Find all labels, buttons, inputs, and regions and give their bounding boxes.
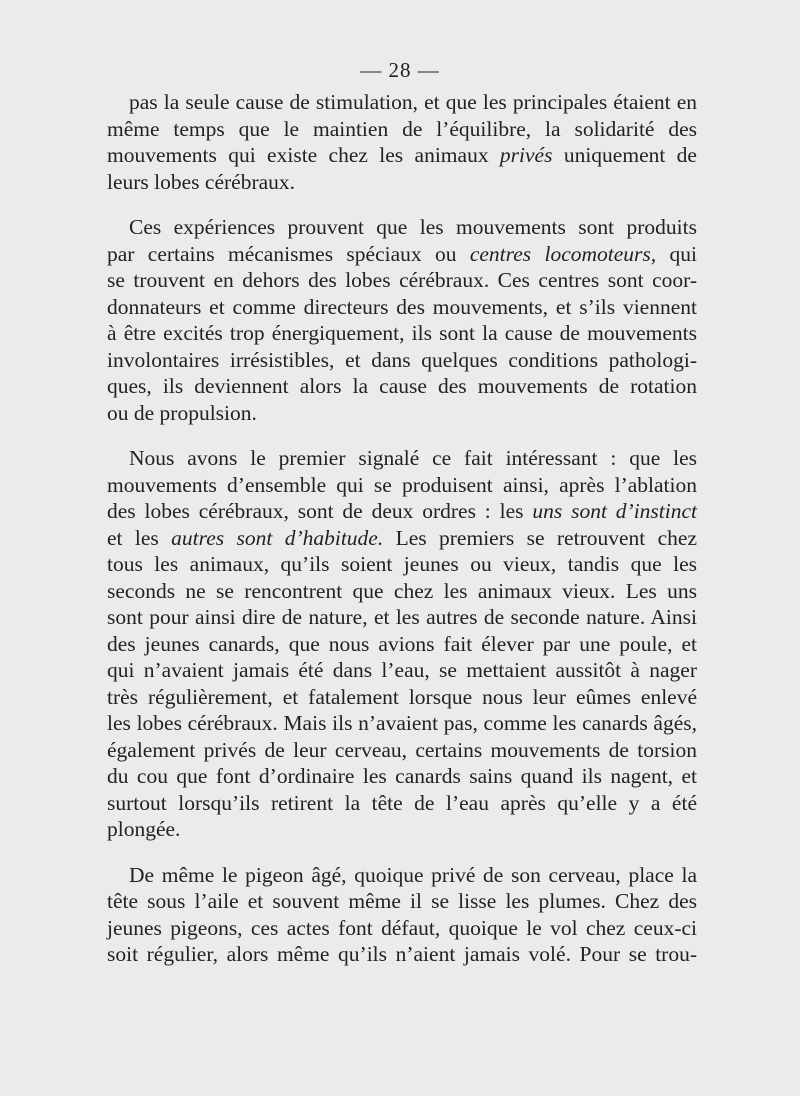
text-run: pas la seule cause de stimulation, et que les principales étaient en: [129, 90, 697, 114]
text-run: tête sous l’aile et souvent même il se lisse les plumes. Chez des: [107, 889, 697, 913]
text-run: tous les animaux, qu’ils soient jeunes ou vieux, tandis que les: [107, 552, 697, 576]
text-run: donnateurs et comme directeurs des mouvements, et s’ils viennent: [107, 294, 697, 319]
paragraph: [107, 862, 697, 968]
text-line: [107, 294, 697, 321]
text-line: [107, 551, 697, 578]
text-line: [107, 116, 697, 143]
text-line: [107, 710, 697, 737]
text-run: Les premiers se retrouvent chez: [383, 525, 698, 550]
text-run: Ces expériences prouvent que les mouvements sont produits: [129, 215, 697, 239]
text-line: [107, 241, 697, 268]
text-run: des jeunes canards, que nous avions fait élever par une poule, et: [107, 631, 697, 656]
text-run: plongée.: [107, 817, 181, 841]
text-run: par certains mécanismes spéciaux ou: [107, 241, 470, 266]
text-run: ques, ils deviennent alors la cause des mouvements de rotation: [107, 374, 697, 398]
text-run: même temps que le maintien de l’équilibre, la solidarité des: [107, 116, 697, 141]
paragraph: [107, 214, 697, 426]
text-run: et les: [107, 525, 172, 550]
text-line: [107, 684, 697, 711]
text-run: De même le pigeon âgé, quoique privé de son cerveau, place la: [129, 862, 697, 887]
text-line: [107, 373, 697, 400]
text-run: seconds ne se rencontrent que chez les animaux vieux. Les uns: [107, 578, 697, 603]
text-line: [107, 816, 697, 843]
text-run: jeunes pigeons, ces actes font défaut, quoique le vol chez ceux-ci: [107, 915, 697, 940]
text-line: [107, 142, 697, 169]
text-run: ou de propulsion.: [107, 400, 257, 425]
paragraph: [107, 89, 697, 195]
text-run: Nous avons le premier signalé ce fait intéressant : que les: [129, 446, 697, 470]
text-line: [107, 347, 697, 374]
text-line: [107, 737, 697, 764]
text-line: [107, 400, 697, 427]
text-line: [107, 525, 697, 552]
text-line: [107, 472, 697, 499]
text-run: soit régulier, alors même qu’ils n’aient jamais volé. Pour se trou-: [107, 942, 697, 966]
text-run: qui: [656, 241, 697, 266]
text-line: [107, 320, 697, 347]
body-text: [107, 89, 697, 987]
text-line: [107, 214, 697, 241]
text-line: [107, 862, 697, 889]
text-line: [107, 657, 697, 684]
text-line: [107, 888, 697, 915]
text-line: [107, 941, 697, 968]
page-number: — 28 —: [360, 58, 440, 82]
text-line: [107, 604, 697, 631]
text-run: des lobes cérébraux, sont de deux ordres : les: [107, 499, 533, 523]
text-run: mouvements d’ensemble qui se produisent ainsi, après l’ablation: [107, 472, 697, 497]
text-line: [107, 763, 697, 790]
text-run: très régulièrement, et fatalement lorsque nous leur eûmes enlevé: [107, 684, 697, 709]
paragraph: [107, 445, 697, 843]
text-line: [107, 267, 697, 294]
text-line: [107, 169, 697, 196]
text-run: les lobes cérébraux. Mais ils n’avaient pas, comme les canards âgés,: [107, 711, 697, 735]
text-run: sont pour ainsi dire de nature, et les autres de seconde nature. Ainsi: [107, 605, 697, 629]
text-run: leurs lobes cérébraux.: [107, 169, 296, 194]
text-line: [107, 631, 697, 658]
text-line: [107, 578, 697, 605]
italic-text: privés: [499, 143, 553, 167]
text-line: [107, 915, 697, 942]
text-run: involontaires irrésistibles, et dans quelques conditions pathologi-: [107, 347, 697, 372]
text-run: surtout lorsqu’ils retirent la tête de l’eau après qu’elle y a été: [107, 790, 697, 815]
text-line: [107, 89, 697, 116]
text-run: qui n’avaient jamais été dans l’eau, se mettaient aussitôt à nager: [107, 658, 697, 682]
text-run: à être excités trop énergiquement, ils sont la cause de mouvements: [107, 321, 697, 345]
italic-text: uns sont d’instinct: [532, 499, 698, 523]
italic-text: centres locomoteurs,: [469, 241, 657, 266]
text-run: se trouvent en dehors des lobes cérébraux. Ces centres sont coor-: [107, 268, 697, 292]
text-run: mouvements qui existe chez les animaux: [107, 143, 500, 167]
text-line: [107, 790, 697, 817]
text-run: uniquement de: [552, 143, 697, 167]
italic-text: autres sont d’habitude.: [171, 525, 384, 550]
text-run: du cou que font d’ordinaire les canards sains quand ils nagent, et: [107, 764, 697, 788]
text-run: également privés de leur cerveau, certains mouvements de torsion: [107, 737, 697, 762]
text-line: [107, 498, 697, 525]
text-line: [107, 445, 697, 472]
